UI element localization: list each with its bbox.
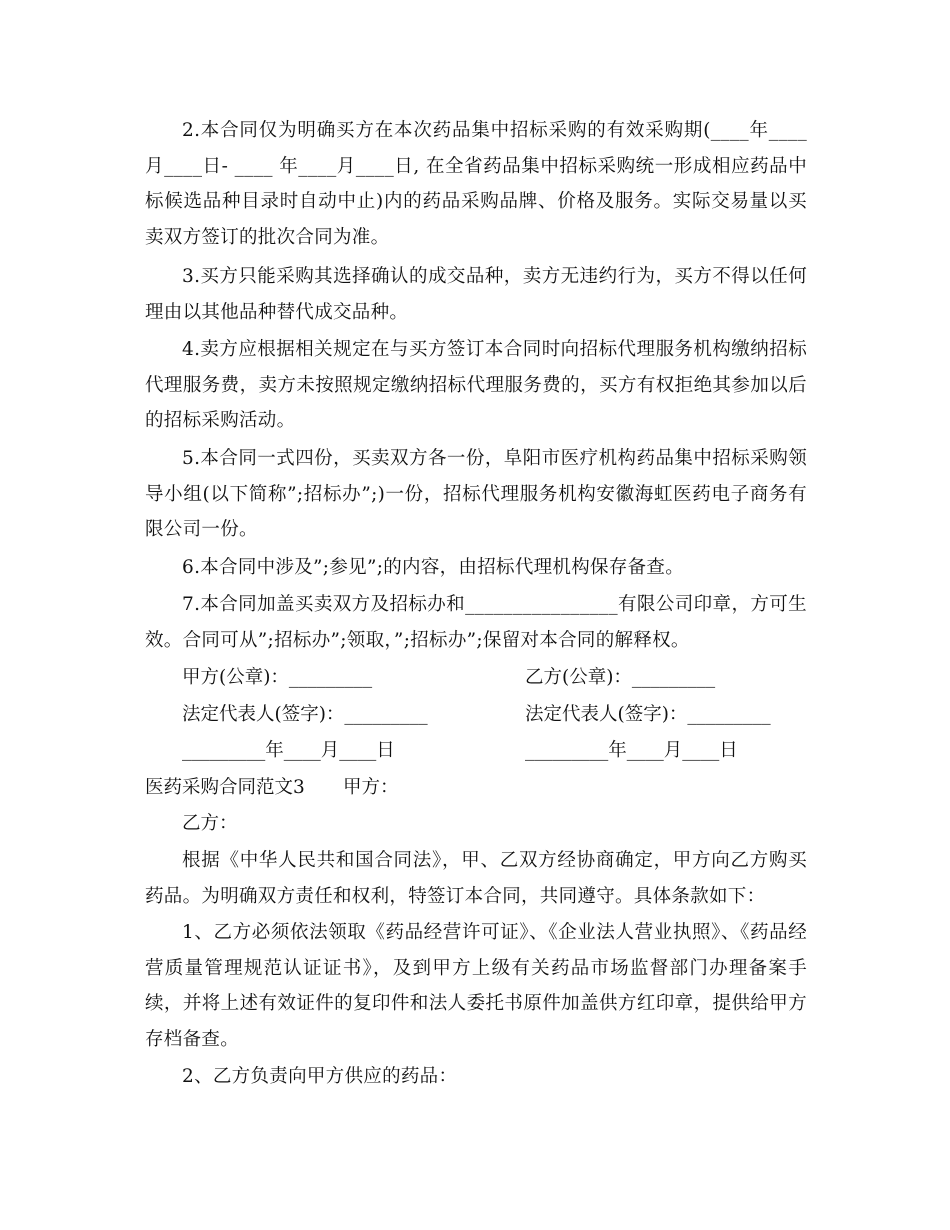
paragraph-clause-7: 7.本合同加盖买卖双方及招标办和________________有限公司印章，方可生效。合同可从”;招标办”;领取，”;招标办”;保留对本合同的解释权。	[145, 594, 807, 651]
party-a-seal-line: 甲方(公章)：_________	[182, 667, 373, 688]
paragraph-clause-4: 4.卖方应根据相关规定在与买方签订本合同时向招标代理服务机构缴纳招标代理服务费，卖方未按照规定缴纳招标代理服务费的，买方有权拒绝其参加以后的招标采购活动。	[145, 339, 807, 431]
section-intro: 根据《中华人民共和国合同法》，甲、乙双方经协商确定，甲方向乙方购买药品。为明确双方责任和权利，特签订本合同，共同遵守。具体条款如下：	[145, 850, 807, 907]
section-clause-2: 2、乙方负责向甲方供应的药品：	[182, 1066, 458, 1087]
section-party-a: 甲方：	[343, 777, 399, 798]
section-title: 医药采购合同范文3	[145, 777, 305, 798]
paragraph-clause-5: 5.本合同一式四份，买卖双方各一份，阜阳市医疗机构药品集中招标采购领导小组(以下简称”;招标办”;)一份，招标代理服务机构安徽海虹医药电子商务有限公司一份。	[145, 448, 807, 540]
paragraph-clause-2: 2.本合同仅为明确买方在本次药品集中招标采购的有效采购期(____年____月____日- ____ 年____月____日, 在全省药品集中招标采购统一形成相应药品中标候选品种目录时自动中止)内的药品采购品牌、价格及服务。实际交易量以买卖双方签订的批次合同为准。	[145, 120, 807, 248]
paragraph-clause-3: 3.买方只能采购其选择确认的成交品种，卖方无违约行为，买方不得以任何理由以其他品种替代成交品种。	[145, 266, 807, 323]
party-a-representative-line: 法定代表人(签字)：_________	[182, 704, 428, 725]
paragraph-clause-6: 6.本合同中涉及”;参见”;的内容，由招标代理机构保存备查。	[182, 557, 685, 578]
party-b-date-line: _________年____月____日	[525, 740, 738, 761]
section-party-b: 乙方：	[182, 813, 238, 834]
section-clause-1: 1、乙方必须依法领取《药品经营许可证》、《企业法人营业执照》、《药品经营质量管理规范认证证书》，及到甲方上级有关药品市场监督部门办理备案手续，并将上述有效证件的复印件和法人委托书原件加盖供方红印章，提供给甲方存档备查。	[145, 922, 807, 1050]
party-b-representative-line: 法定代表人(签字)：_________	[525, 704, 771, 725]
party-a-date-line: _________年____月____日	[182, 740, 395, 761]
party-b-seal-line: 乙方(公章)：_________	[525, 667, 716, 688]
